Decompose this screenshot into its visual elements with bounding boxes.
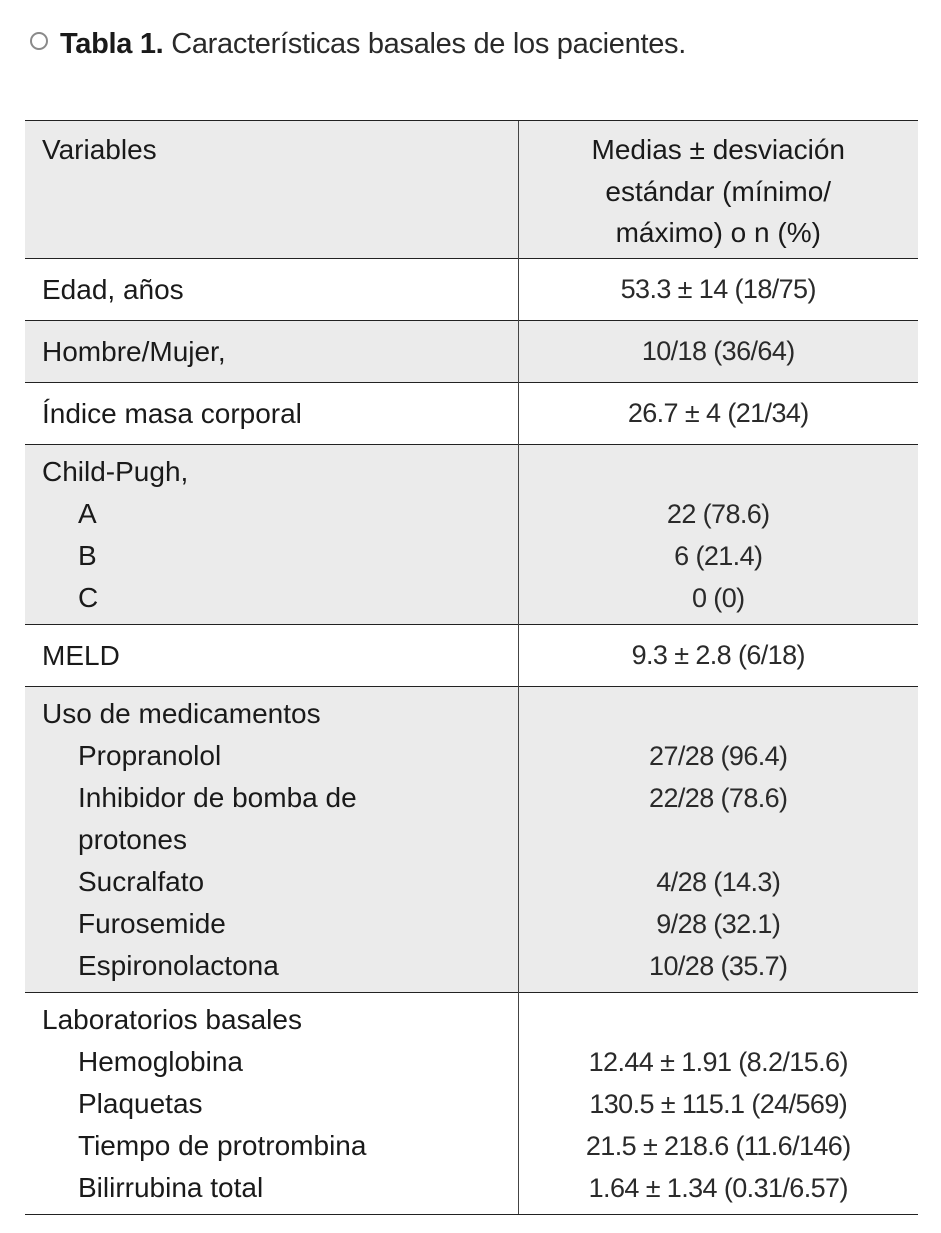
sub-row-label: A [78, 498, 97, 529]
sub-row-value: 1.64 ± 1.34 (0.31/6.57) [588, 1173, 848, 1203]
table-row-child-pugh [25, 445, 918, 625]
table-caption [30, 28, 686, 61]
row-label: Índice masa corporal [25, 383, 518, 445]
table-row-meld [25, 625, 918, 687]
sub-row-label: Plaquetas [78, 1088, 203, 1119]
row-label-group [25, 445, 518, 625]
row-value-group [518, 687, 918, 993]
baseline-characteristics-table [25, 120, 918, 1215]
row-label: Hombre/Mujer, [25, 321, 518, 383]
table-row-edad [25, 259, 918, 321]
header-values: Medias ± desviación estándar (mínimo/ máximo) o n (%) [518, 121, 918, 259]
table-header-row [25, 121, 918, 259]
sub-row-value: 0 (0) [691, 583, 745, 613]
table-row-imc [25, 383, 918, 445]
sub-row-label: Bilirrubina total [78, 1172, 264, 1203]
table-row-medicamentos [25, 687, 918, 993]
sub-row-value: 21.5 ± 218.6 (11.6/146) [585, 1131, 851, 1161]
sub-row-value: 12.44 ± 1.91 (8.2/15.6) [588, 1047, 848, 1077]
sub-row-value: 27/28 (96.4) [649, 741, 788, 771]
sub-row-value: 22/28 (78.6) [649, 783, 788, 813]
caption-text: Características basales de los pacientes. [163, 28, 686, 60]
row-value: 26.7 ± 4 (21/34) [518, 383, 918, 445]
row-value: 10/18 (36/64) [518, 321, 918, 383]
row-value-group [518, 993, 918, 1215]
table-row-laboratorios [25, 993, 918, 1215]
sub-row-value: 22 (78.6) [666, 499, 770, 529]
row-label: Laboratorios basales [42, 1004, 302, 1035]
caption-label: Tabla 1. [60, 28, 164, 60]
header-variables: Variables [25, 121, 518, 259]
row-label: Uso de medicamentos [42, 698, 321, 729]
sub-row-value: 4/28 (14.3) [656, 867, 781, 897]
row-value: 53.3 ± 14 (18/75) [518, 259, 918, 321]
row-label: Edad, años [25, 259, 518, 321]
sub-row-label: C [78, 582, 99, 613]
sub-row-value: 130.5 ± 115.1 (24/569) [589, 1089, 848, 1119]
sub-row-label: Propranolol [78, 740, 222, 771]
sub-row-value: 10/28 (35.7) [649, 951, 788, 981]
row-value: 9.3 ± 2.8 (6/18) [518, 625, 918, 687]
sub-row-value: 6 (21.4) [674, 541, 763, 571]
sub-row-label: Tiempo de protrombina [78, 1130, 367, 1161]
row-label-group [25, 687, 518, 993]
sub-row-label: Hemoglobina [78, 1046, 243, 1077]
sub-row-label: Sucralfato [78, 866, 205, 897]
sub-row-label: Furosemide [78, 908, 226, 939]
sub-row-value: 9/28 (32.1) [656, 909, 781, 939]
row-label: MELD [25, 625, 518, 687]
sub-row-label: Espironolactona [78, 950, 279, 981]
row-label: Child-Pugh, [42, 456, 189, 487]
row-value-group [518, 445, 918, 625]
table-row-sexo [25, 321, 918, 383]
sub-row-label: B [78, 540, 97, 571]
sub-row-label: Inhibidor de bomba de protones [78, 782, 357, 855]
circle-bullet-icon [30, 32, 48, 50]
row-label-group [25, 993, 518, 1215]
